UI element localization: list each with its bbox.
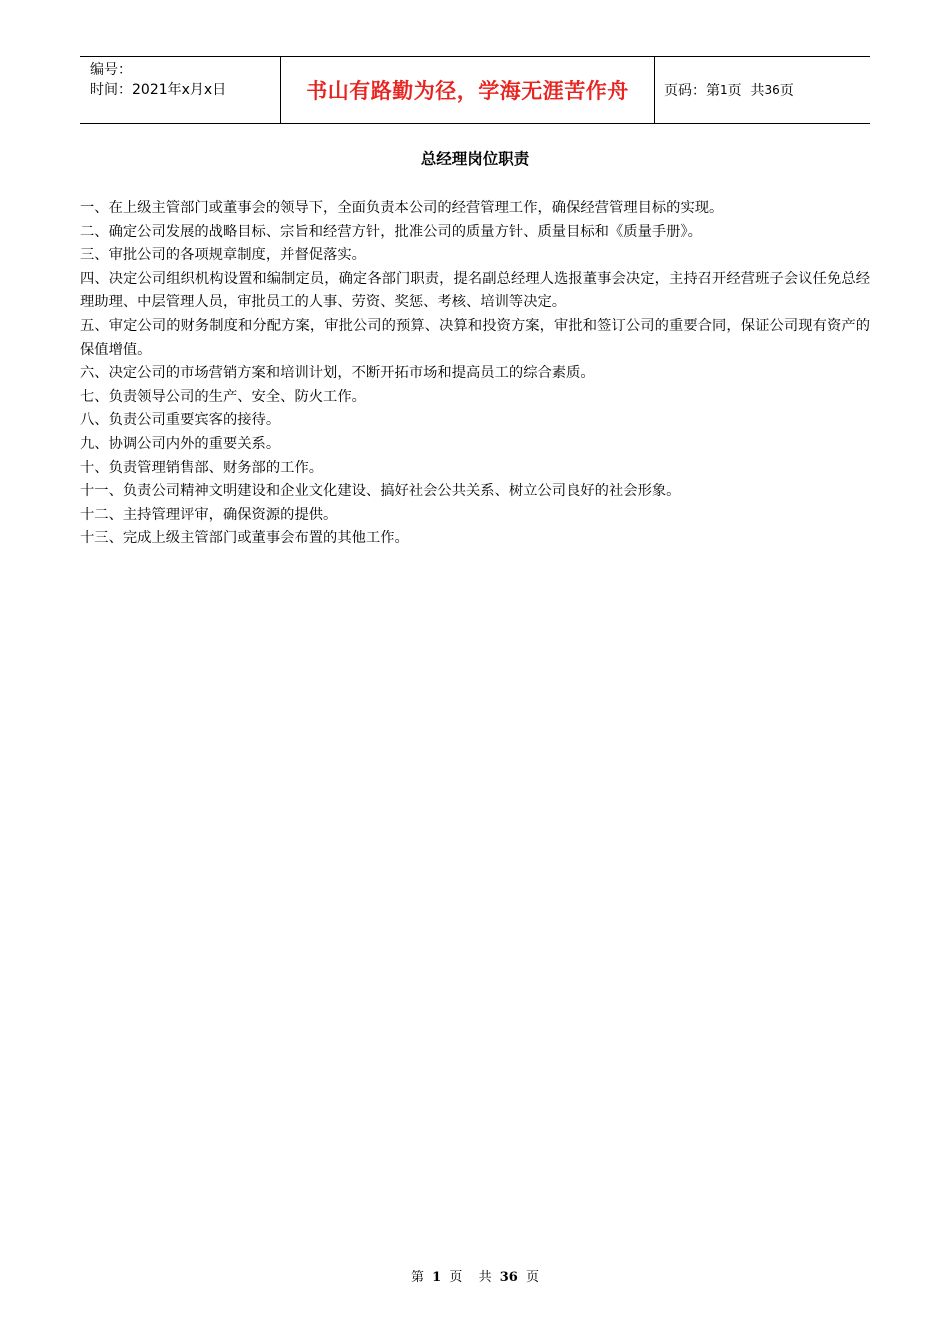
duty-item: 四、决定公司组织机构设置和编制定员，确定各部门职责，提名副总经理人选报董事会决定，主持召开经营班子会议任免总经理助理、中层管理人员，审批员工的人事、劳资、奖惩、考核、培训等决定。 bbox=[80, 270, 870, 311]
footer-mid: 页 共 bbox=[449, 1270, 492, 1285]
header-page-mid: 页 共 bbox=[727, 83, 765, 99]
header-page-current: 1 bbox=[720, 83, 728, 97]
duty-item: 十一、负责公司精神文明建设和企业文化建设、搞好社会公共关系、树立公司良好的社会形象。 bbox=[80, 483, 681, 500]
footer-suffix: 页 bbox=[525, 1270, 539, 1285]
duty-item: 五、审定公司的财务制度和分配方案，审批公司的预算、决算和投资方案，审批和签订公司的重要合同，保证公司现有资产的保值增值。 bbox=[80, 317, 870, 358]
duty-item: 十三、完成上级主管部门或董事会布置的其他工作。 bbox=[80, 530, 409, 547]
header-page-cell bbox=[655, 57, 870, 123]
document-title: 总经理岗位职责 bbox=[420, 150, 530, 168]
header-meta-cell bbox=[80, 57, 281, 123]
document-date-label: 时间：2021年x月x日 bbox=[90, 82, 227, 98]
footer-page-total: 36 bbox=[499, 1270, 518, 1285]
header-page-prefix: 页码：第 bbox=[664, 83, 720, 99]
footer-prefix: 第 bbox=[411, 1270, 425, 1285]
duties-list bbox=[80, 197, 870, 551]
duty-item: 八、负责公司重要宾客的接待。 bbox=[80, 412, 281, 429]
header-page-suffix: 页 bbox=[779, 83, 794, 99]
duty-item: 二、确定公司发展的战略目标、宗旨和经营方针，批准公司的质量方针、质量目标和《质量手册》。 bbox=[80, 223, 702, 240]
footer-page-current: 1 bbox=[432, 1270, 442, 1285]
document-header bbox=[80, 56, 870, 124]
duty-item: 十二、主持管理评审，确保资源的提供。 bbox=[80, 506, 338, 523]
duty-item: 十、负责管理销售部、财务部的工作。 bbox=[80, 459, 324, 476]
header-motto-cell bbox=[281, 57, 655, 123]
duty-item: 六、决定公司的市场营销方案和培训计划，不断开拓市场和提高员工的综合素质。 bbox=[80, 365, 595, 382]
page-footer bbox=[0, 1269, 950, 1287]
duty-item: 一、在上级主管部门或董事会的领导下，全面负责本公司的经营管理工作，确保经营管理目标的实现。 bbox=[80, 200, 724, 216]
header-motto: 书山有路勤为径，学海无涯苦作舟 bbox=[306, 79, 629, 103]
document-number-label: 编号： bbox=[90, 62, 132, 78]
duty-item: 七、负责领导公司的生产、安全、防火工作。 bbox=[80, 388, 366, 405]
header-page-total: 36 bbox=[764, 83, 780, 97]
duty-item: 九、协调公司内外的重要关系。 bbox=[80, 435, 281, 452]
duty-item: 三、审批公司的各项规章制度，并督促落实。 bbox=[80, 247, 366, 264]
